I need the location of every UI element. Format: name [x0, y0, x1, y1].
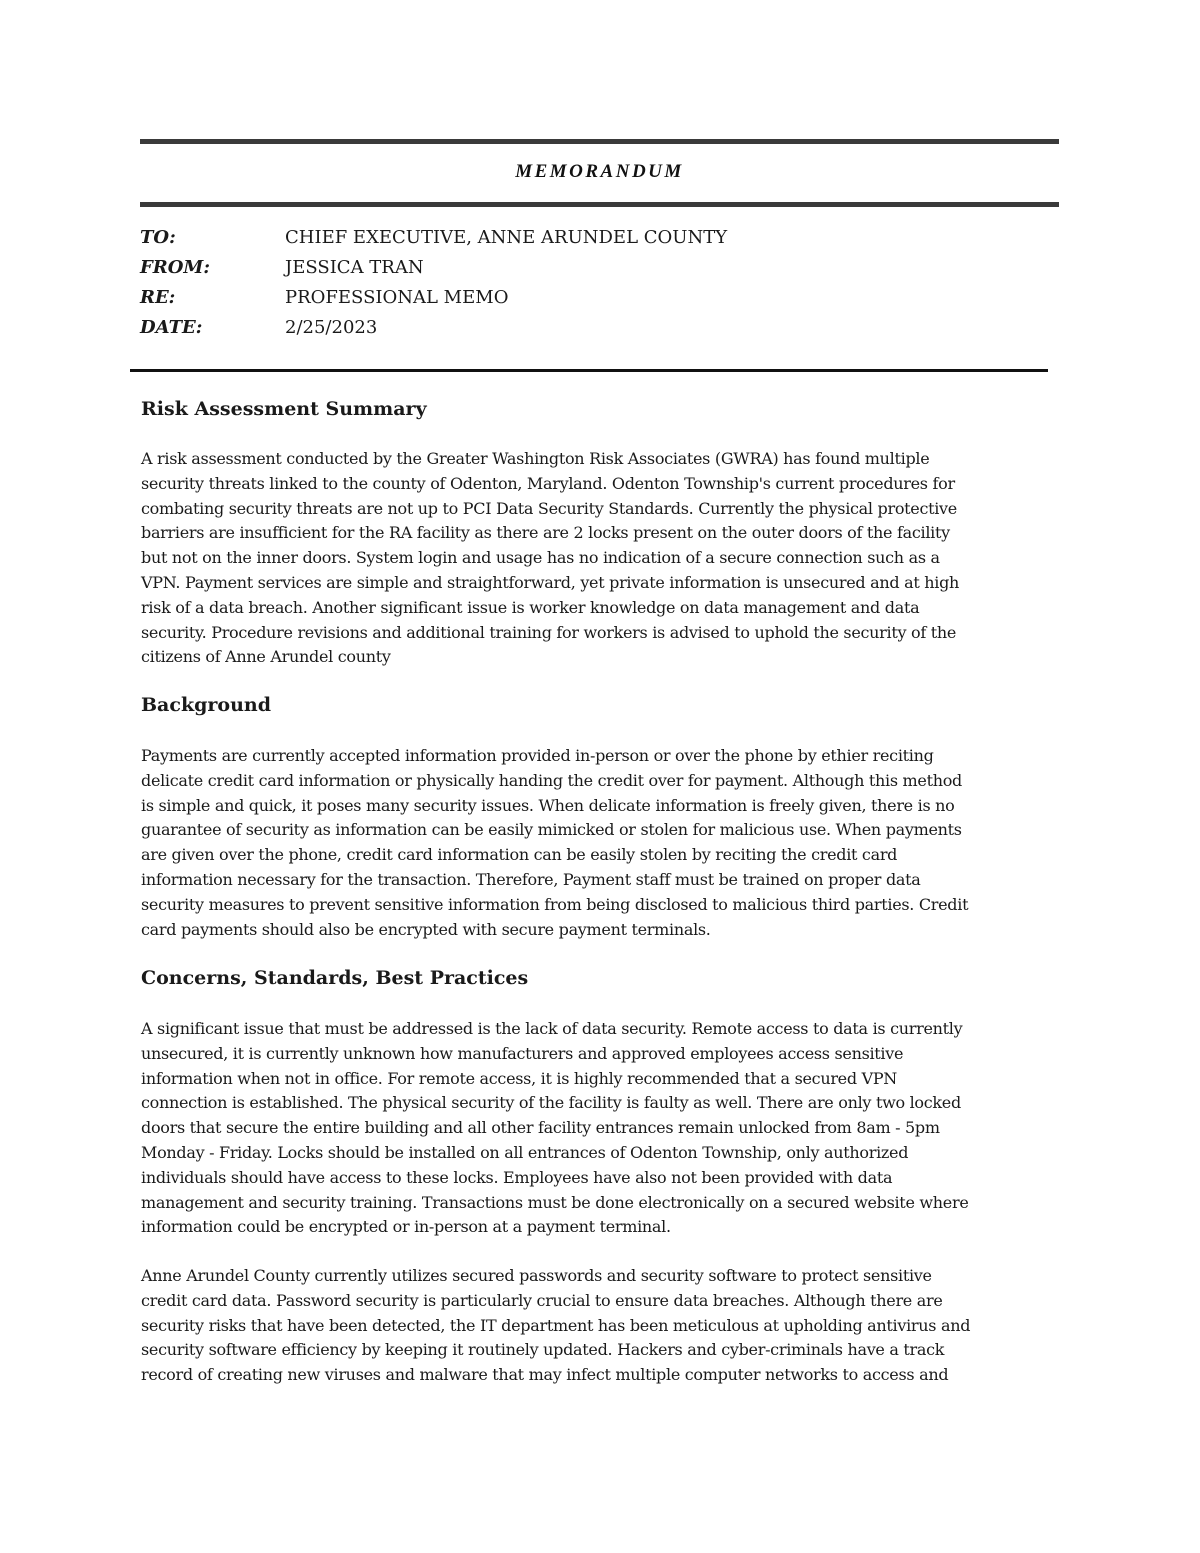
- from-label: FROM:: [140, 257, 210, 278]
- text-line: record of creating new viruses and malware that may infect multiple computer networks to access and: [141, 1365, 949, 1385]
- text-line: connection is established. The physical security of the facility is faulty as well. There are only two locked: [141, 1093, 961, 1113]
- text-line: citizens of Anne Arundel county: [141, 647, 391, 667]
- text-line: security threats linked to the county of Odenton, Maryland. Odenton Township's current procedures for: [141, 473, 955, 493]
- date-value: 2/25/2023: [285, 317, 378, 338]
- text-line: delicate credit card information or physically handing the credit over for payment. Although this method: [141, 770, 962, 790]
- re-value: PROFESSIONAL MEMO: [285, 287, 509, 308]
- text-line: VPN. Payment services are simple and straightforward, yet private information is unsecured and at high: [141, 572, 960, 592]
- concerns-heading: Concerns, Standards, Best Practices: [141, 967, 529, 989]
- text-line: is simple and quick, it poses many security issues. When delicate information is freely given, there is no: [141, 795, 955, 815]
- text-line: security risks that have been detected, the IT department has been meticulous at upholding antivirus and: [141, 1315, 971, 1335]
- text-line: A risk assessment conducted by the Greater Washington Risk Associates (GWRA) has found multiple: [141, 449, 930, 468]
- text-line: doors that secure the entire building and all other facility entrances remain unlocked from 8am - 5pm: [141, 1118, 940, 1138]
- risk-paragraph: [141, 447, 1061, 670]
- text-line: Payments are currently accepted information provided in-person or over the phone by ethier reciting: [141, 746, 934, 765]
- header-divider: [130, 369, 1048, 372]
- date-label: DATE:: [140, 317, 203, 338]
- text-line: individuals should have access to these locks. Employees have also not been provided with data: [141, 1167, 893, 1187]
- background-paragraph: [141, 744, 1061, 942]
- text-line: card payments should also be encrypted with secure payment terminals.: [141, 919, 711, 939]
- text-line: barriers are insufficient for the RA facility as there are 2 locks present on the outer doors of the facility: [141, 523, 950, 543]
- memo-title: MEMORANDUM: [515, 161, 684, 182]
- risk-heading: Risk Assessment Summary: [141, 398, 427, 420]
- text-line: unsecured, it is currently unknown how manufacturers and approved employees access sensitive: [141, 1043, 904, 1063]
- text-line: information necessary for the transaction. Therefore, Payment staff must be trained on proper data: [141, 869, 921, 889]
- from-value: JESSICA TRAN: [285, 257, 424, 278]
- text-line: risk of a data breach. Another significant issue is worker knowledge on data management and data: [141, 597, 920, 617]
- concerns-paragraph-2: [141, 1264, 1061, 1388]
- text-line: security software efficiency by keeping it routinely updated. Hackers and cyber-criminals have a track: [141, 1340, 945, 1360]
- text-line: security measures to prevent sensitive information from being disclosed to malicious third parties. Credit: [141, 894, 969, 914]
- text-line: guarantee of security as information can be easily mimicked or stolen for malicious use. When payments: [141, 820, 962, 840]
- text-line: Anne Arundel County currently utilizes secured passwords and security software to protect sensitive: [141, 1266, 932, 1285]
- re-label: RE:: [140, 287, 176, 308]
- background-heading: Background: [141, 694, 271, 716]
- text-line: security. Procedure revisions and additional training for workers is advised to uphold the security of the: [141, 622, 957, 642]
- text-line: combating security threats are not up to PCI Data Security Standards. Currently the physical protective: [141, 498, 957, 518]
- text-line: Monday - Friday. Locks should be installed on all entrances of Odenton Township, only authorized: [141, 1142, 909, 1162]
- text-line: information when not in office. For remote access, it is highly recommended that a secured VPN: [141, 1068, 897, 1088]
- text-line: but not on the inner doors. System login and usage has no indication of a secure connection such as a: [141, 548, 940, 568]
- to-value: CHIEF EXECUTIVE, ANNE ARUNDEL COUNTY: [285, 227, 728, 248]
- to-label: TO:: [140, 227, 176, 248]
- text-line: credit card data. Password security is particularly crucial to ensure data breaches. Although there are: [141, 1290, 943, 1310]
- text-line: information could be encrypted or in-person at a payment terminal.: [141, 1217, 671, 1237]
- text-line: A significant issue that must be addressed is the lack of data security. Remote access to data is currently: [141, 1019, 963, 1038]
- text-line: are given over the phone, credit card information can be easily stolen by reciting the credit card: [141, 845, 898, 865]
- text-line: management and security training. Transactions must be done electronically on a secured website where: [141, 1192, 969, 1212]
- title-rule: [140, 202, 1059, 207]
- concerns-paragraph: [141, 1017, 1061, 1240]
- top-rule: [140, 139, 1059, 144]
